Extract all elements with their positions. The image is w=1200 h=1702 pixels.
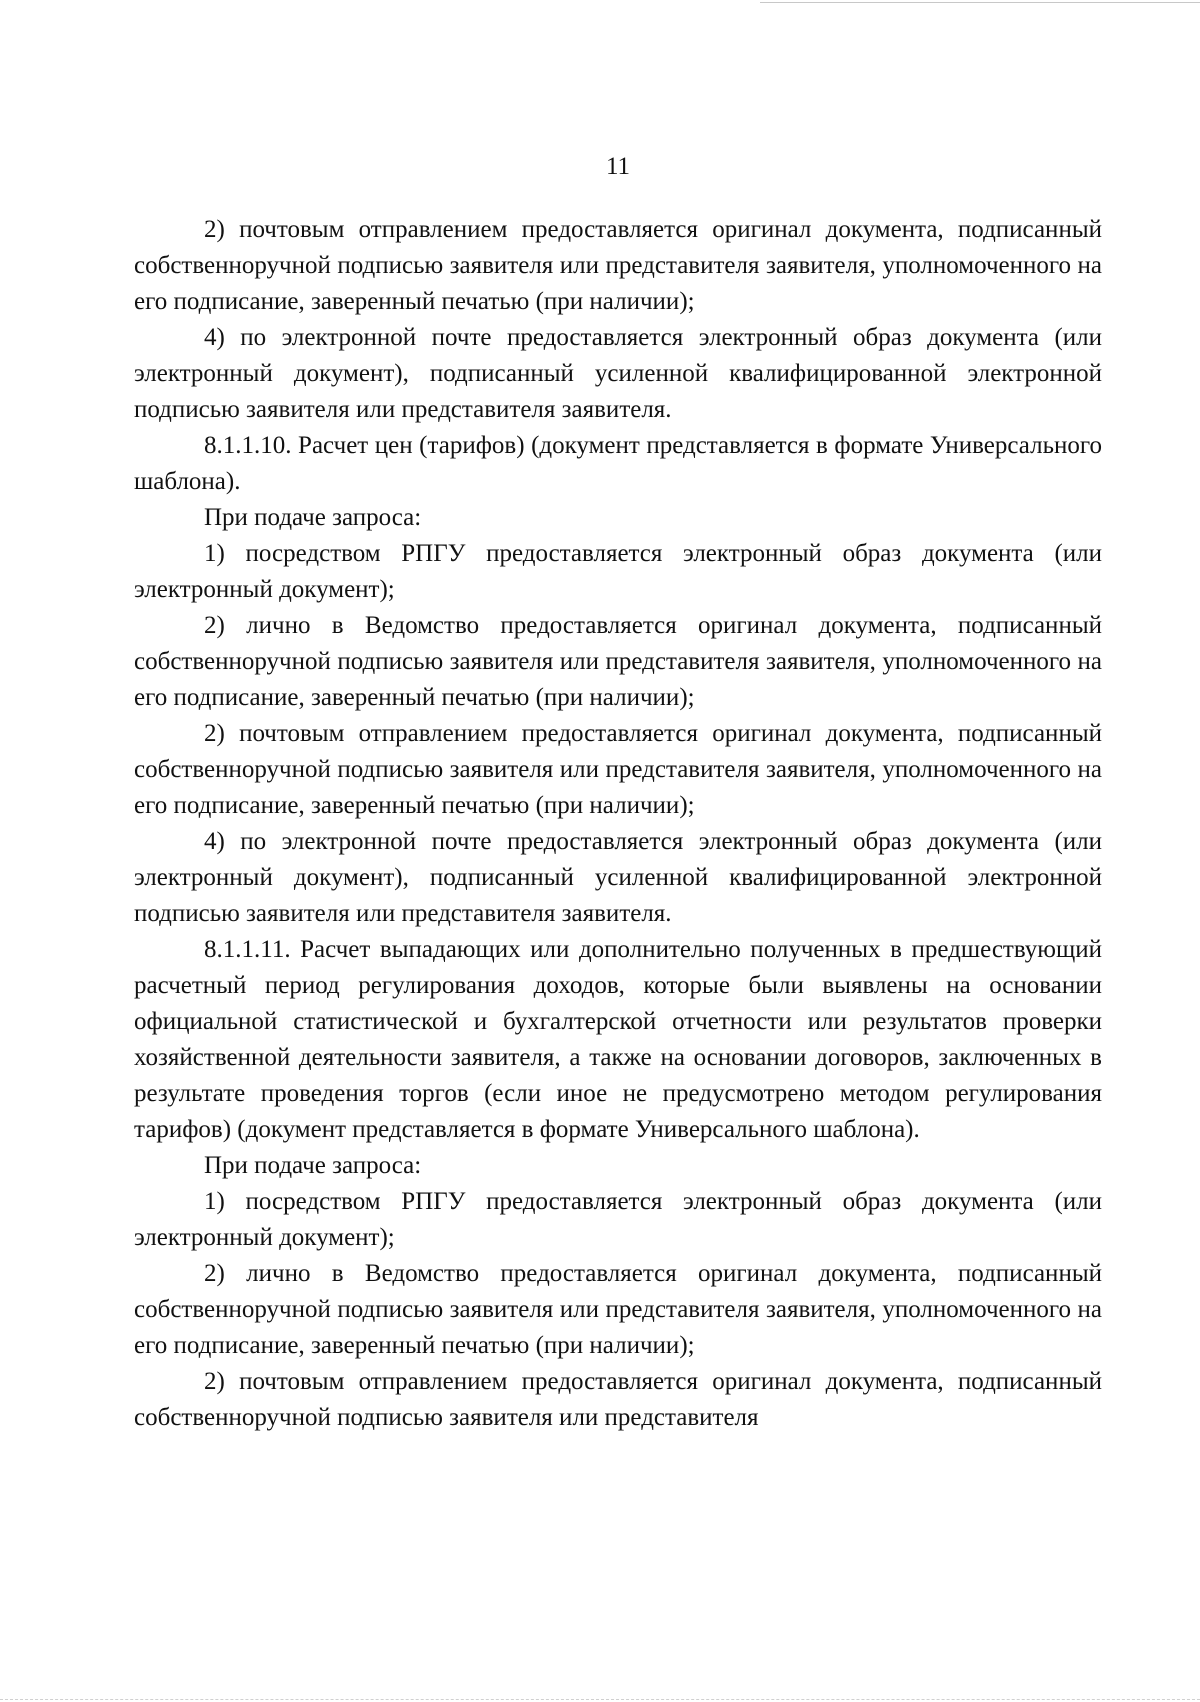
paragraph-postal-1: 2) почтовым отправлением предоставляется оригинал документа, подписанный собственноручной подписью заявителя или представителя заявителя, уполномоченного на его подписание, заверенный печатью (при наличии); <box>134 216 1102 315</box>
scan-edge-top <box>760 2 1200 3</box>
paragraph-section-8-1-1-10: 8.1.1.10. Расчет цен (тарифов) (документ представляется в формате Универсального шаблона). <box>134 432 1102 495</box>
page-number: 11 <box>605 153 631 180</box>
paragraph-rpgu-1: 1) посредством РПГУ предоставляется электронный образ документа (или электронный документ); <box>134 540 1102 603</box>
paragraph-postal-3: 2) почтовым отправлением предоставляется оригинал документа, подписанный собственноручной подписью заявителя или представителя <box>134 1368 1102 1431</box>
document-body <box>134 212 1102 1436</box>
paragraph-section-8-1-1-11: 8.1.1.11. Расчет выпадающих или дополнительно полученных в предшествующий расчетный период регулирования доходов, которые были выявлены на основании официальной статистической и бухгалтерской отчетности или результатов проверки хозяйственной деятельности заявителя, а также на основании договоров, заключенных в результате проведения торгов (если иное не предусмотрено методом регулирования тарифов) (документ представляется в формате Универсального шаблона). <box>134 936 1102 1143</box>
paragraph-email-2: 4) по электронной почте предоставляется электронный образ документа (или электронный документ), подписанный усиленной квалифицированной электронной подписью заявителя или представителя заявителя. <box>134 828 1102 927</box>
paragraph-rpgu-2: 1) посредством РПГУ предоставляется электронный образ документа (или электронный документ); <box>134 1188 1102 1251</box>
scan-edge-bottom <box>0 1699 1200 1700</box>
paragraph-postal-2: 2) почтовым отправлением предоставляется оригинал документа, подписанный собственноручной подписью заявителя или представителя заявителя, уполномоченного на его подписание, заверенный печатью (при наличии); <box>134 720 1102 819</box>
paragraph-request-intro-2: При подаче запроса: <box>204 1152 422 1179</box>
paragraph-in-person-2: 2) лично в Ведомство предоставляется оригинал документа, подписанный собственноручной подписью заявителя или представителя заявителя, уполномоченного на его подписание, заверенный печатью (при наличии); <box>134 1260 1102 1359</box>
paragraph-request-intro-1: При подаче запроса: <box>204 504 422 531</box>
paragraph-email-1: 4) по электронной почте предоставляется электронный образ документа (или электронный документ), подписанный усиленной квалифицированной электронной подписью заявителя или представителя заявителя. <box>134 324 1102 423</box>
paragraph-in-person-1: 2) лично в Ведомство предоставляется оригинал документа, подписанный собственноручной подписью заявителя или представителя заявителя, уполномоченного на его подписание, заверенный печатью (при наличии); <box>134 612 1102 711</box>
